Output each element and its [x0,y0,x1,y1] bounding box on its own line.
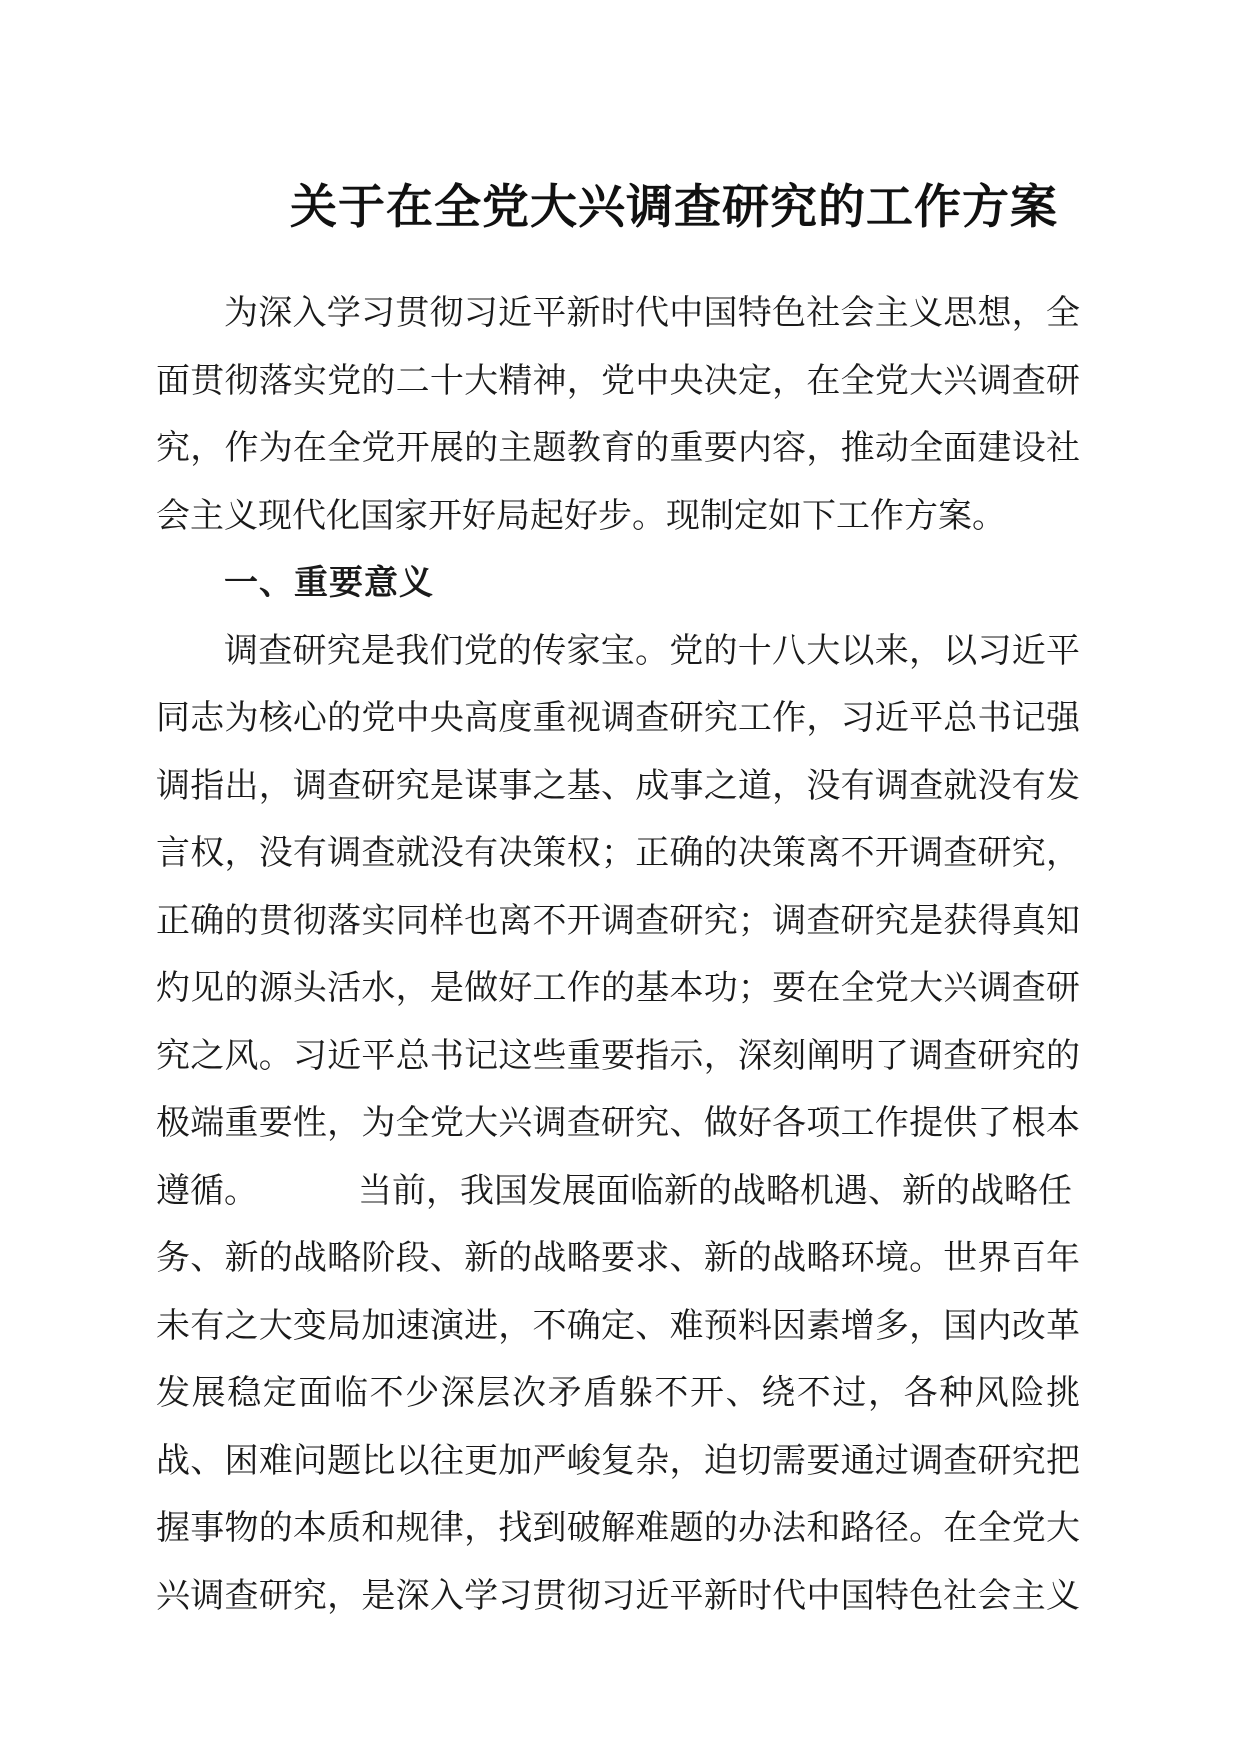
paragraph-line: 调查研究是我们党的传家宝。党的十八大以来，以习近平 [224,630,1080,671]
paragraph-line: 务、新的战略阶段、新的战略要求、新的战略环境。世界百年 [156,1238,1080,1278]
paragraph-line: 究，作为在全党开展的主题教育的重要内容，推动全面建设社 [156,428,1080,468]
paragraph-line: 未有之大变局加速演进，不确定、难预料因素增多，国内改革 [156,1305,1080,1346]
paragraph-line: 调指出，调查研究是谋事之基、成事之道，没有调查就没有发 [156,765,1080,806]
paragraph-line: 极端重要性，为全党大兴调查研究、做好各项工作提供了根本 [156,1103,1080,1143]
paragraph-line: 究之风。习近平总书记这些重要指示，深刻阐明了调查研究的 [156,1035,1080,1076]
paragraph-line: 战、困难问题比以往更加严峻复杂，迫切需要通过调查研究把 [156,1440,1080,1481]
section-heading: 一、重要意义 [224,563,434,603]
paragraph-line: 握事物的本质和规律，找到破解难题的办法和路径。在全党大 [156,1508,1080,1548]
paragraph-line: 会主义现代化国家开好局起好步。现制定如下工作方案。 [156,495,1006,536]
paragraph-line-mixed [156,1158,1080,1226]
paragraph-line: 同志为核心的党中央高度重视调查研究工作，习近平总书记强 [156,698,1080,738]
document-body [156,280,1080,1630]
paragraph-line-end: 遵循。 [156,1170,258,1211]
paragraph-line-start: 当前，我国发展面临新的战略机遇、新的战略任 [358,1170,1072,1211]
paragraph-line: 言权，没有调查就没有决策权；正确的决策离不开调查研究， [156,833,1080,873]
paragraph-line: 兴调查研究，是深入学习贯彻习近平新时代中国特色社会主义 [156,1575,1080,1616]
paragraph-line: 正确的贯彻落实同样也离不开调查研究；调查研究是获得真知 [156,900,1080,941]
paragraph-line: 灼见的源头活水，是做好工作的基本功；要在全党大兴调查研 [156,968,1080,1008]
paragraph-line: 发展稳定面临不少深层次矛盾躲不开、绕不过，各种风险挑 [156,1373,1080,1413]
paragraph-line: 为深入学习贯彻习近平新时代中国特色社会主义思想，全 [224,293,1080,333]
paragraph-line: 面贯彻落实党的二十大精神，党中央决定，在全党大兴调查研 [156,360,1080,401]
page-title: 关于在全党大兴调查研究的工作方案 [290,180,1058,235]
